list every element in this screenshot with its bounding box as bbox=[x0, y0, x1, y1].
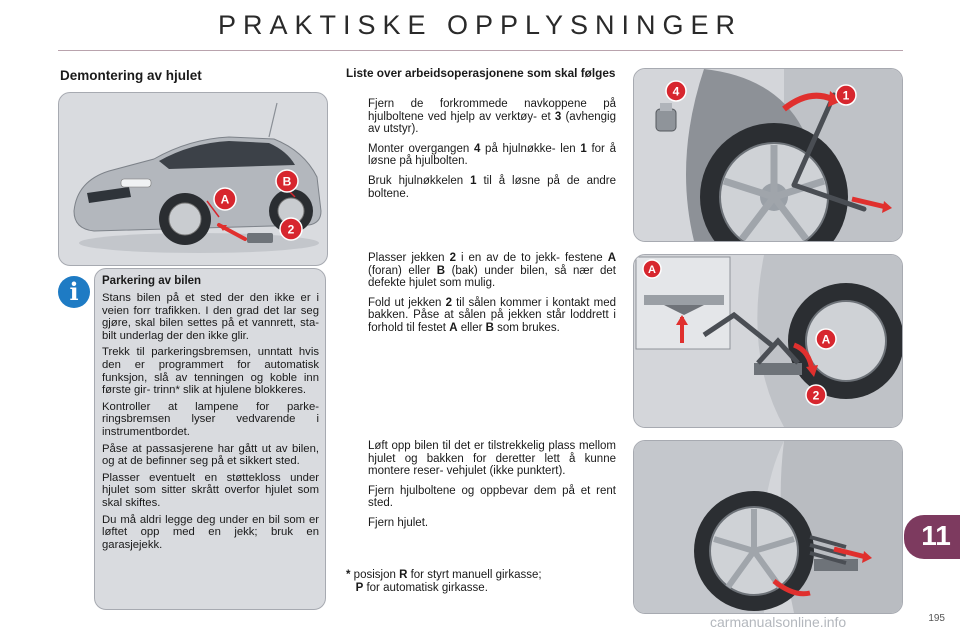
callout-label-a: A bbox=[648, 264, 656, 276]
jack-drawing bbox=[634, 255, 902, 427]
callout-label-1: 1 bbox=[842, 88, 850, 103]
callout-label-a: A bbox=[821, 332, 831, 347]
callout-badge bbox=[666, 81, 686, 101]
callout-badge bbox=[836, 85, 856, 105]
info-paragraph: Stans bilen på et sted der den ikke er i veien forr trafikken. I den grad det lar seg gjøre, skal bilen settes på et vannrett, sta- bilt underlag der den ikke glir. bbox=[102, 292, 319, 342]
wheel-wrench-illustration bbox=[633, 68, 903, 242]
chapter-tab bbox=[904, 515, 960, 559]
callout-label-a: A bbox=[220, 192, 230, 207]
step-item: Bruk hjulnøkkelen 1 til å løsne på de andre boltene. bbox=[368, 174, 616, 200]
wheel-removal-illustration bbox=[633, 440, 903, 614]
callout-badge bbox=[276, 170, 298, 192]
step-item: Fold ut jekken 2 til sålen kommer i kontakt med bakken. Påse at sålen på jekken står loddrett i forhold til festet A eller B som brukes. bbox=[368, 296, 616, 334]
info-paragraph: Trekk til parkeringsbremsen, unntatt hvis den er programmert for automatisk funksjon, slå av tenningen og koble inn første gir- trinn* slik at hjulene blokkeres. bbox=[102, 346, 319, 397]
callout-badge bbox=[806, 385, 826, 405]
info-paragraph: Påse at passasjerene har gått ut av bilen, og at de befinner seg på et sikkert sted. bbox=[102, 442, 319, 468]
step-item: Løft opp bilen til det er tilstrekkelig plass mellom hjulet og bakken for deretter lett å kunne montere reser- vehjulet (ikke punktert). bbox=[368, 440, 616, 478]
header-divider bbox=[58, 50, 903, 51]
page-header-title: PRAKTISKE OPPLYSNINGER bbox=[217, 10, 743, 40]
jack-illustration bbox=[633, 254, 903, 428]
callout-badge bbox=[214, 188, 236, 210]
footnote: * posisjon R for styrt manuell girkasse; P for automatisk girkasse. bbox=[346, 569, 542, 594]
step-item: Fjern hjulet. bbox=[368, 516, 429, 529]
car-drawing bbox=[59, 93, 327, 265]
info-paragraph: Plasser eventuelt en støttekloss under hjulet som sitter skrått overfor hjulet som skal skiftes. bbox=[102, 471, 319, 509]
section-title: Demontering av hjulet bbox=[60, 68, 202, 83]
callout-label-2: 2 bbox=[812, 388, 820, 403]
step-item: Monter overgangen 4 på hjulnøkke- len 1 for å løsne på hjulbolten. bbox=[368, 142, 616, 168]
callout-badge bbox=[643, 260, 661, 278]
callout-label-4: 4 bbox=[672, 84, 680, 99]
callout-badge bbox=[280, 218, 302, 240]
wrench-drawing bbox=[634, 69, 902, 241]
chapter-number: 11 bbox=[921, 520, 951, 551]
watermark: carmanualsonline.info bbox=[710, 614, 847, 630]
car-illustration bbox=[58, 92, 328, 266]
info-paragraph: Du må aldri legge deg under en bil som er løftet opp med en jekk; bruk en garasjejekk. bbox=[102, 513, 319, 551]
page-number: 195 bbox=[928, 613, 945, 624]
callout-label-b: B bbox=[282, 174, 292, 189]
steps-heading: Liste over arbeidsoperasjonene som skal følges bbox=[346, 66, 616, 80]
steps-list-3 bbox=[346, 440, 616, 537]
info-box-parking bbox=[94, 268, 326, 610]
callout-badge bbox=[816, 329, 836, 349]
steps-list-1 bbox=[346, 98, 616, 207]
step-item: Fjern de forkrommede navkoppene på hjulboltene ved hjelp av verktøy- et 3 (avhengig av utstyr). bbox=[368, 98, 616, 136]
info-heading: Parkering av bilen bbox=[102, 275, 202, 287]
callout-label-2: 2 bbox=[287, 222, 295, 237]
step-item: Fjern hjulboltene og oppbevar dem på et rent sted. bbox=[368, 484, 616, 510]
info-paragraph: Kontroller at lampene for parke- ringsbremsen lyser vedvarende i instrumentbordet. bbox=[102, 400, 319, 438]
info-icon: i bbox=[58, 276, 90, 308]
wheel-removal-drawing bbox=[634, 441, 902, 613]
steps-list-2 bbox=[346, 252, 616, 342]
step-item: Plasser jekken 2 i en av de to jekk- festene A (foran) eller B (bak) under bilen, så nær det defekte hjulet som mulig. bbox=[368, 252, 616, 290]
